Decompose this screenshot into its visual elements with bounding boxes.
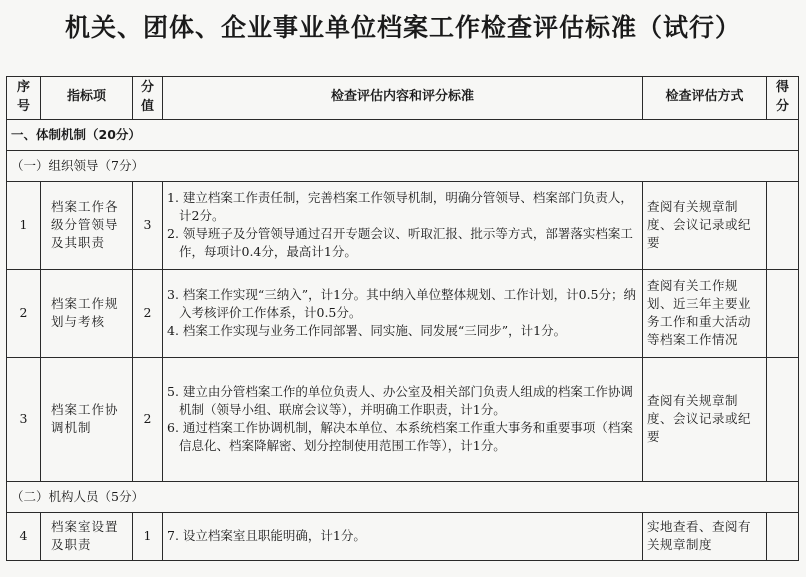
- row-score: 2: [133, 269, 163, 357]
- row-result: [767, 357, 799, 481]
- subsection-title: （一）组织领导（7分）: [7, 150, 799, 181]
- row-no: 1: [7, 181, 41, 269]
- header-method: 检查评估方式: [643, 77, 767, 120]
- section-row: [7, 119, 799, 150]
- criterion: 7. 设立档案室且职能明确，计1分。: [167, 528, 366, 544]
- section-title: 一、体制机制（20分）: [7, 119, 799, 150]
- row-item: 档案工作各级分管领导及其职责: [41, 181, 133, 269]
- row-no: 4: [7, 512, 41, 560]
- row-item: 档案室设置及职责: [41, 512, 133, 560]
- subsection-title: （二）机构人员（5分）: [7, 481, 799, 512]
- row-no: 2: [7, 269, 41, 357]
- criterion: 2. 领导班子及分管领导通过召开专题会议、听取汇报、批示等方式，部署落实档案工作，每项计0.4分，最高计1分。: [167, 226, 633, 260]
- criterion: 5. 建立由分管档案工作的单位负责人、办公室及相关部门负责人组成的档案工作协调机制（领导小组、联席会议等），并明确工作职责，计1分。: [167, 383, 633, 418]
- row-method: 查阅有关规章制度、会议记录或纪要: [643, 357, 767, 481]
- row-criteria: [163, 512, 643, 560]
- row-result: [767, 181, 799, 269]
- row-result: [767, 269, 799, 357]
- subsection-row: [7, 150, 799, 181]
- document-title: 机关、团体、企业事业单位档案工作检查评估标准（试行）: [64, 13, 741, 42]
- criterion: 4. 档案工作实现与业务工作同部署、同实施、同发展“三同步”，计1分。: [167, 323, 567, 339]
- row-item: 档案工作协调机制: [41, 357, 133, 481]
- row-result: [767, 512, 799, 560]
- row-item: 档案工作规划与考核: [41, 269, 133, 357]
- criterion: 6. 通过档案工作协调机制，解决本单位、本系统档案工作重大事务和重要事项（档案信息化、档案降解密、划分控制使用范围工作等），计1分。: [167, 420, 633, 454]
- row-no: 3: [7, 357, 41, 481]
- row-method: 查阅有关规章制度、会议记录或纪要: [643, 181, 767, 269]
- table-row: [7, 181, 799, 269]
- table-row: [7, 357, 799, 481]
- row-criteria: [163, 357, 643, 481]
- row-score: 1: [133, 512, 163, 560]
- header-no: 序号: [7, 77, 41, 120]
- criterion: 3. 档案工作实现“三纳入”，计1分。其中纳入单位整体规划、工作计划，计0.5分；纳入考核评价工作体系，计0.5分。: [167, 287, 637, 321]
- evaluation-table: [6, 76, 799, 561]
- table-row: [7, 512, 799, 560]
- row-method: 查阅有关工作规划、近三年主要业务工作和重大活动等档案工作情况: [643, 269, 767, 357]
- row-criteria: [163, 181, 643, 269]
- criterion: 1. 建立档案工作责任制，完善档案工作领导机制，明确分管领导、档案部门负责人，计2分。: [167, 189, 633, 224]
- header-criteria: 检查评估内容和评分标准: [163, 77, 643, 120]
- row-score: 2: [133, 357, 163, 481]
- header-score: 分值: [133, 77, 163, 120]
- subsection-row: [7, 481, 799, 512]
- header-item: 指标项: [41, 77, 133, 120]
- header-result: 得分: [767, 77, 799, 120]
- row-method: 实地查看、查阅有关规章制度: [643, 512, 767, 560]
- table-row: [7, 269, 799, 357]
- table-header-row: [7, 77, 799, 120]
- row-score: 3: [133, 181, 163, 269]
- row-criteria: [163, 269, 643, 357]
